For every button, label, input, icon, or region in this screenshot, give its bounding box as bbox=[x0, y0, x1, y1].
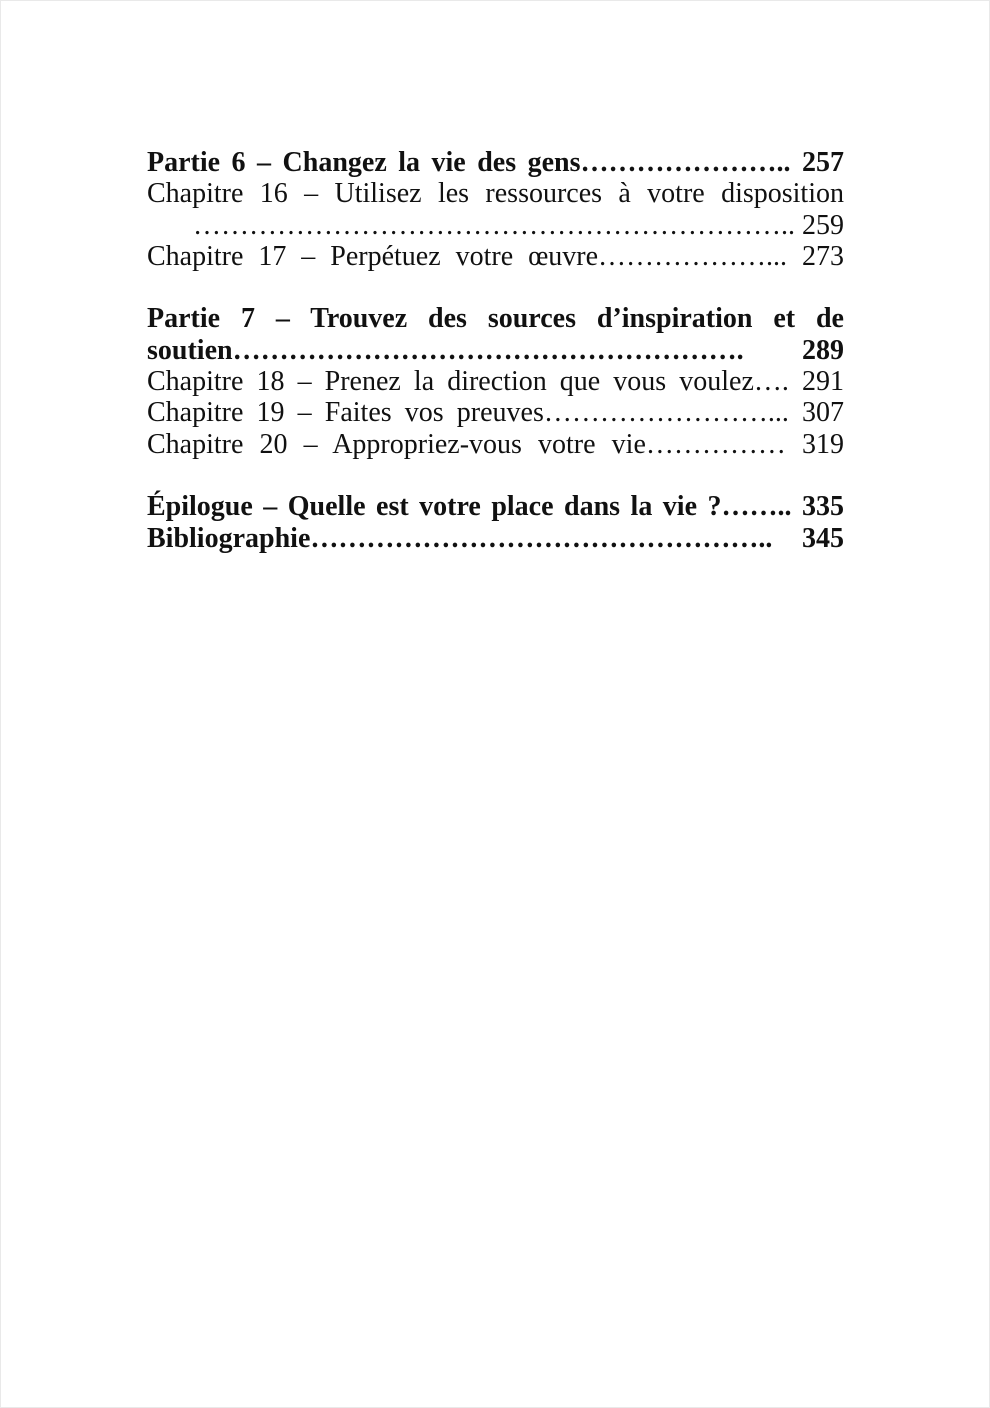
toc-entry-partie-7: Partie 7 – Trouvez des sources d’inspiration et de bbox=[147, 303, 844, 335]
toc-entry-chapitre-16-page: ……………………………………………………….. 259 bbox=[193, 209, 844, 241]
toc-entry-chapitre-16: Chapitre 16 – Utilisez les ressources à votre disposition bbox=[147, 178, 844, 210]
toc-entry-chapitre-18: Chapitre 18 – Prenez la direction que vous voulez…. 291 bbox=[147, 366, 844, 398]
section-spacer bbox=[147, 460, 844, 491]
toc-entry-chapitre-20: Chapitre 20 – Appropriez-vous votre vie…………… 319 bbox=[147, 428, 844, 460]
table-of-contents bbox=[147, 147, 844, 554]
toc-entry-epilogue: Épilogue – Quelle est votre place dans la vie ?…….. 335 bbox=[147, 491, 844, 523]
toc-entry-bibliographie: Bibliographie………………………………………….. 345 bbox=[147, 522, 844, 554]
toc-entry-partie-7-page: soutien………………………………………………. 289 bbox=[147, 334, 844, 366]
section-spacer bbox=[147, 272, 844, 303]
toc-entry-chapitre-19: Chapitre 19 – Faites vos preuves……………………... 307 bbox=[147, 397, 844, 429]
toc-entry-chapitre-17: Chapitre 17 – Perpétuez votre œuvre………………... 273 bbox=[147, 240, 844, 272]
toc-entry-partie-6: Partie 6 – Changez la vie des gens………………….. 257 bbox=[147, 147, 844, 178]
